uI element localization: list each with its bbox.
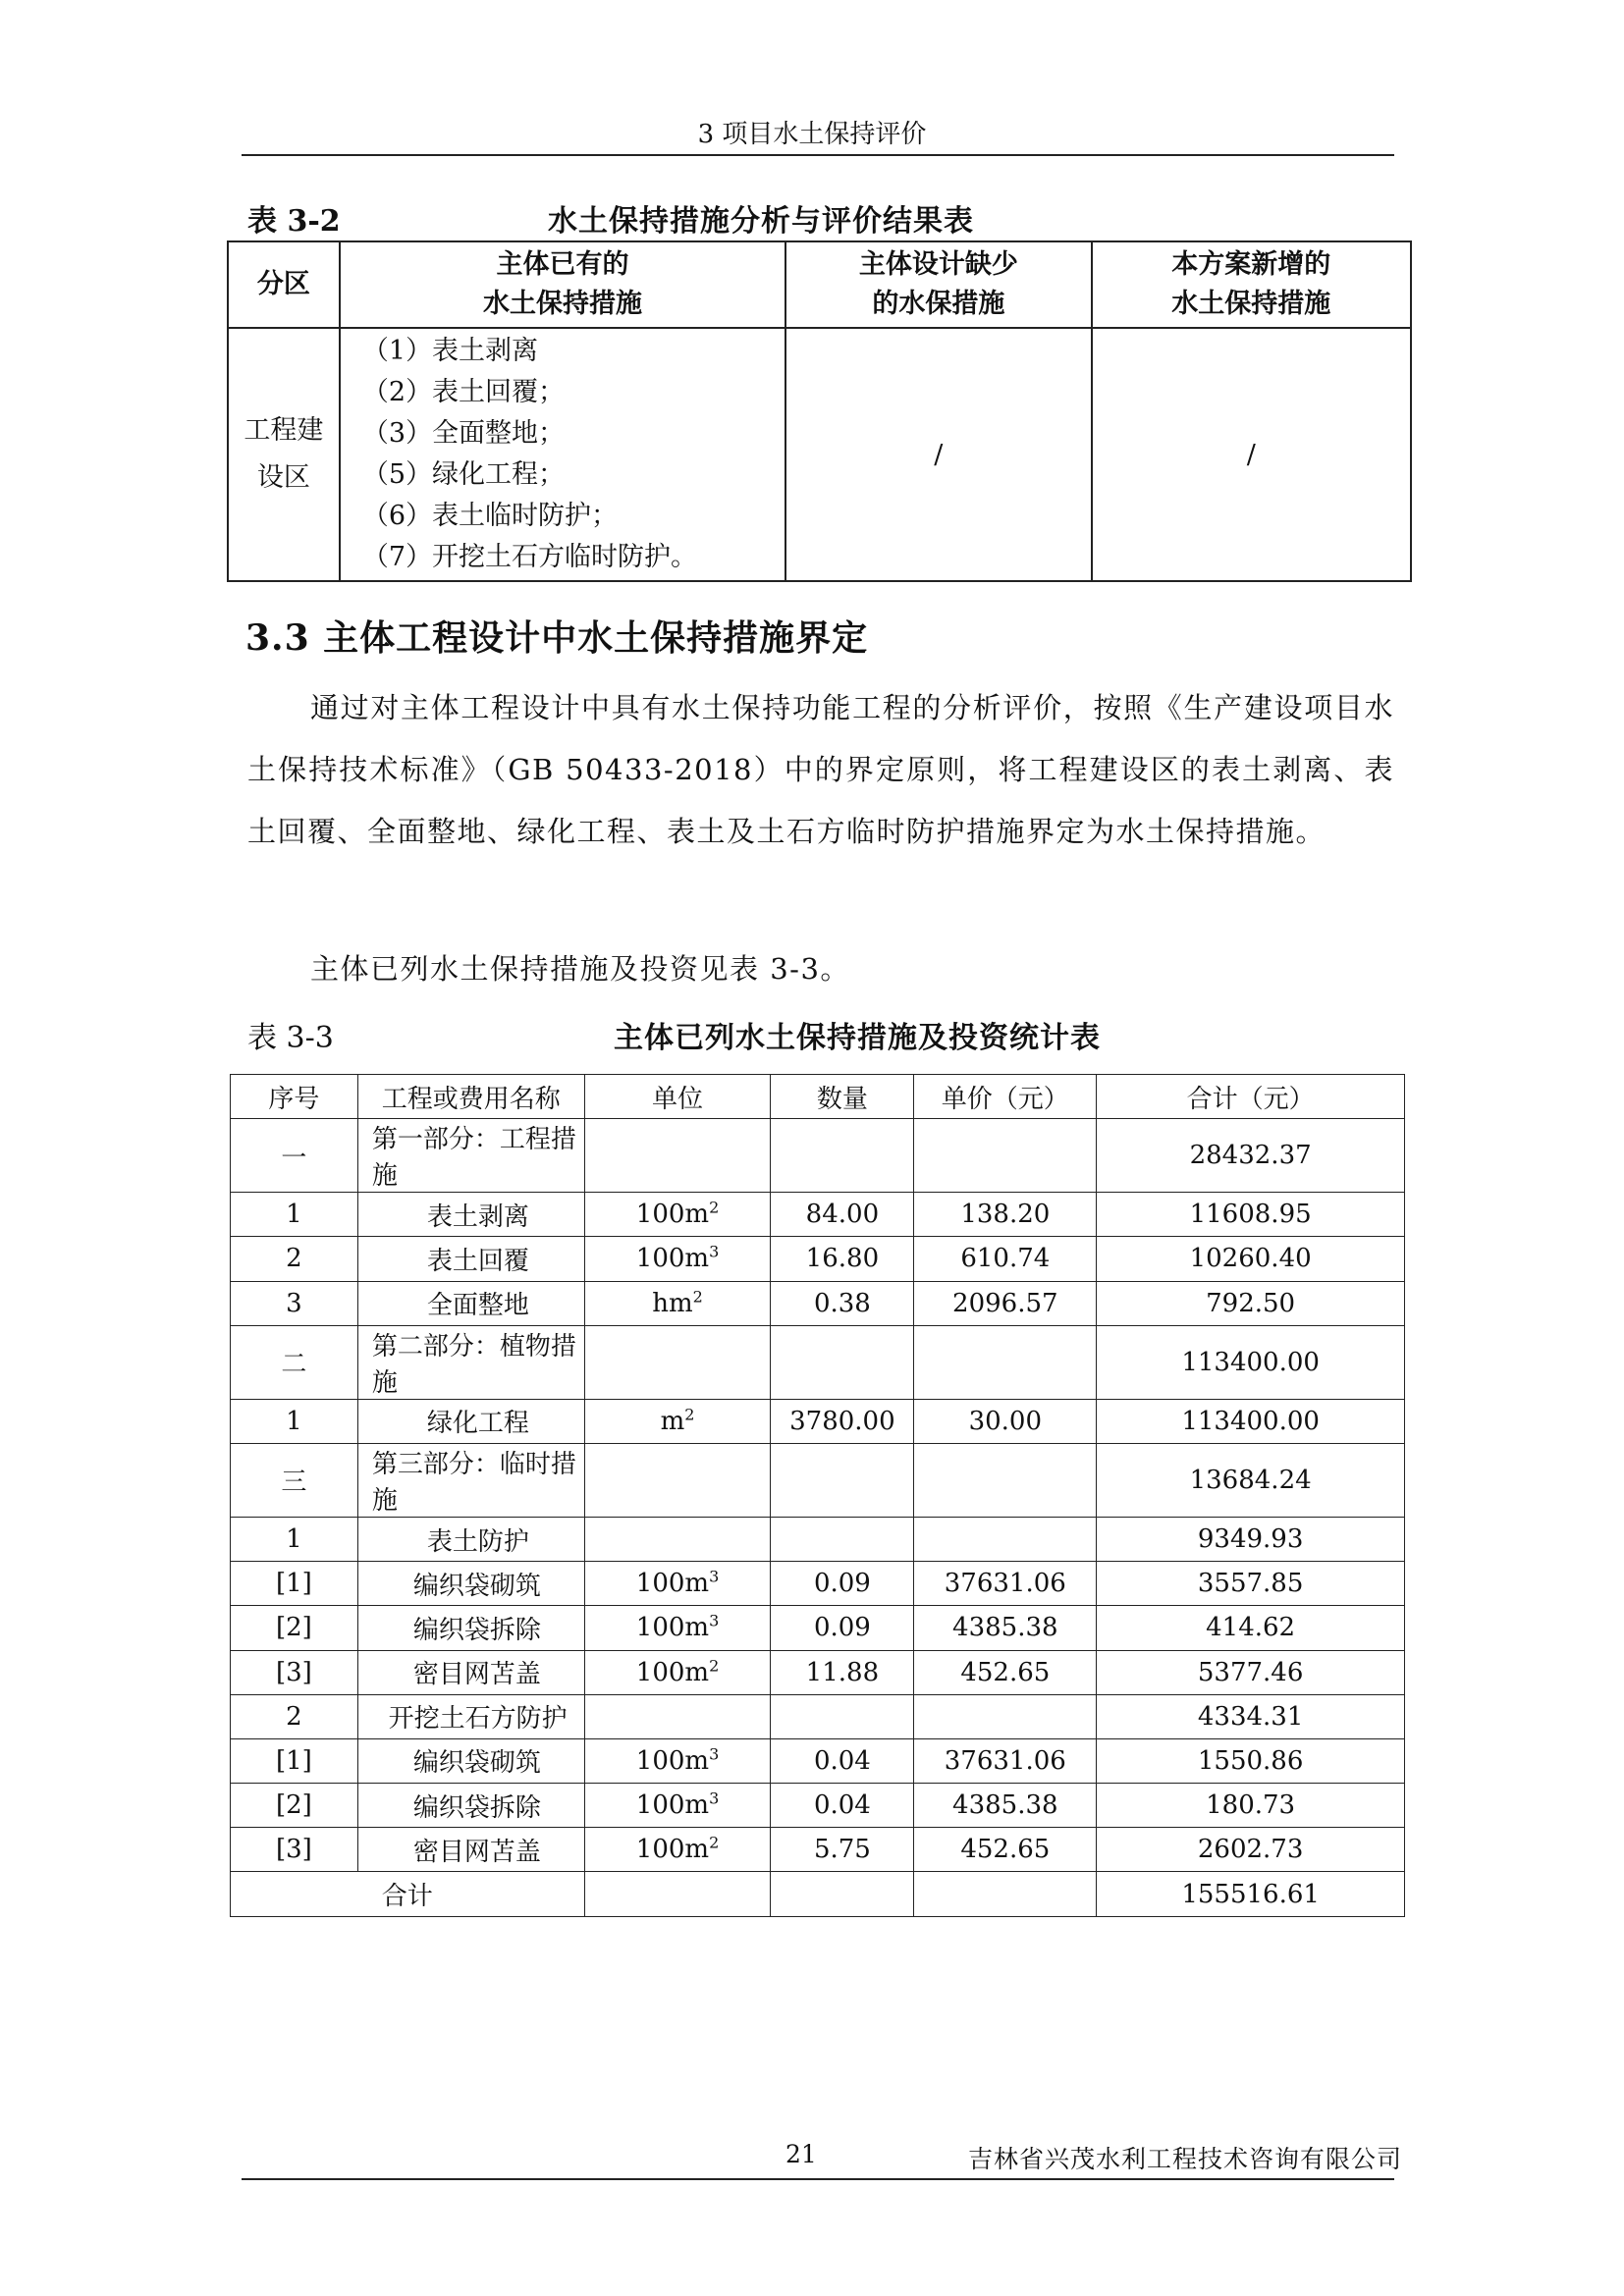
page-number: 21 <box>785 2140 817 2168</box>
item-name: 编织袋拆除 <box>357 1784 584 1828</box>
unit-base: 100m <box>635 1835 710 1865</box>
added-measures-cell: / <box>1092 328 1411 581</box>
quantity: 0.04 <box>771 1738 914 1783</box>
unit-price: 2096.57 <box>914 1281 1097 1325</box>
unit <box>584 1738 771 1783</box>
unit <box>584 1193 771 1237</box>
table-3-3-number: 表 3-3 <box>247 1021 334 1055</box>
unit <box>584 1562 771 1606</box>
section-heading: 3.3 主体工程设计中水土保持措施界定 <box>245 617 869 659</box>
unit-price: 452.65 <box>914 1650 1097 1694</box>
table-row <box>231 1399 1405 1443</box>
unit-price: 30.00 <box>914 1399 1097 1443</box>
unit-exponent: 2 <box>684 1405 695 1424</box>
unit-base: m <box>660 1406 685 1436</box>
table-3-3-title: 主体已列水土保持措施及投资统计表 <box>614 1021 1101 1055</box>
row-total: 2602.73 <box>1097 1828 1405 1872</box>
unit <box>584 1517 771 1561</box>
unit-exponent: 2 <box>709 1833 720 1852</box>
unit-base: 100m <box>635 1657 710 1687</box>
footer-organization: 吉林省兴茂水利工程技术咨询有限公司 <box>968 2145 1403 2173</box>
row-total: 3557.85 <box>1097 1562 1405 1606</box>
row-number: 三 <box>231 1443 358 1517</box>
unit <box>584 1828 771 1872</box>
unit-price <box>914 1119 1097 1193</box>
measure-item: （5）绿化工程； <box>361 459 566 490</box>
header-missing-measures: 主体设计缺少 的水保措施 <box>785 241 1091 328</box>
unit <box>584 1237 771 1281</box>
row-total: 13684.24 <box>1097 1443 1405 1517</box>
measure-item: （3）全面整地； <box>361 418 566 449</box>
unit-exponent: 3 <box>709 1744 720 1764</box>
row-number: 二 <box>231 1325 358 1399</box>
table-row <box>231 1784 1405 1828</box>
unit <box>584 1443 771 1517</box>
measure-item: （7）开挖土石方临时防护。 <box>361 542 698 572</box>
measure-item: （1）表土剥离 <box>361 336 539 366</box>
unit-base: 100m <box>635 1569 710 1599</box>
unit-exponent: 3 <box>709 1567 720 1586</box>
item-name: 编织袋砌筑 <box>357 1562 584 1606</box>
footer-rule <box>242 2178 1394 2180</box>
row-total: 113400.00 <box>1097 1325 1405 1399</box>
unit <box>584 1281 771 1325</box>
table-row <box>231 1193 1405 1237</box>
row-number: 1 <box>231 1193 358 1237</box>
item-name: 绿化工程 <box>357 1399 584 1443</box>
row-number: 1 <box>231 1517 358 1561</box>
table-row <box>231 1281 1405 1325</box>
unit-exponent: 2 <box>709 1198 720 1217</box>
row-total: 180.73 <box>1097 1784 1405 1828</box>
row-number: 2 <box>231 1237 358 1281</box>
unit-exponent: 2 <box>692 1287 703 1306</box>
row-total: 4334.31 <box>1097 1694 1405 1738</box>
table-row <box>231 1237 1405 1281</box>
running-header: 3 项目水土保持评价 <box>697 120 927 149</box>
item-name: 表土回覆 <box>357 1237 584 1281</box>
table-row <box>231 1325 1405 1399</box>
total-empty-cell <box>584 1872 771 1916</box>
item-name: 开挖土石方防护 <box>357 1694 584 1738</box>
grand-total-row <box>231 1872 1405 1916</box>
item-name: 全面整地 <box>357 1281 584 1325</box>
item-name: 表土防护 <box>357 1517 584 1561</box>
header-existing-measures: 主体已有的 水土保持措施 <box>340 241 785 328</box>
item-name: 密目网苫盖 <box>357 1650 584 1694</box>
table-row <box>231 1738 1405 1783</box>
item-name: 密目网苫盖 <box>357 1828 584 1872</box>
table-row <box>231 1443 1405 1517</box>
unit-price: 4385.38 <box>914 1606 1097 1650</box>
unit-price: 4385.38 <box>914 1784 1097 1828</box>
unit-base: 100m <box>635 1613 710 1643</box>
row-total: 9349.93 <box>1097 1517 1405 1561</box>
item-name: 第一部分：工程措施 <box>357 1119 584 1193</box>
quantity: 84.00 <box>771 1193 914 1237</box>
quantity: 5.75 <box>771 1828 914 1872</box>
unit-base: 100m <box>635 1745 710 1776</box>
row-number: [2] <box>231 1606 358 1650</box>
row-number: 2 <box>231 1694 358 1738</box>
quantity <box>771 1443 914 1517</box>
header-total: 合计（元） <box>1097 1075 1405 1119</box>
item-name: 表土剥离 <box>357 1193 584 1237</box>
existing-measures-list <box>340 328 785 581</box>
unit <box>584 1606 771 1650</box>
row-number: 3 <box>231 1281 358 1325</box>
unit <box>584 1694 771 1738</box>
row-number: 一 <box>231 1119 358 1193</box>
item-name: 编织袋砌筑 <box>357 1738 584 1783</box>
quantity: 11.88 <box>771 1650 914 1694</box>
row-number: [2] <box>231 1784 358 1828</box>
table-row <box>231 1828 1405 1872</box>
quantity: 0.09 <box>771 1562 914 1606</box>
unit-price <box>914 1517 1097 1561</box>
row-number: [3] <box>231 1650 358 1694</box>
unit-base: 100m <box>635 1200 710 1230</box>
quantity <box>771 1325 914 1399</box>
table-3-2-title: 水土保持措施分析与评价结果表 <box>548 204 974 239</box>
total-empty-cell <box>771 1872 914 1916</box>
header-added-measures: 本方案新增的 水土保持措施 <box>1092 241 1411 328</box>
header-rule <box>242 154 1394 156</box>
unit-exponent: 2 <box>709 1655 720 1675</box>
body-paragraph-reference: 主体已列水土保持措施及投资见表 3-3。 <box>310 952 850 986</box>
unit <box>584 1650 771 1694</box>
unit-exponent: 3 <box>709 1242 720 1261</box>
unit <box>584 1399 771 1443</box>
table-row <box>231 1650 1405 1694</box>
unit <box>584 1784 771 1828</box>
quantity <box>771 1694 914 1738</box>
quantity: 0.09 <box>771 1606 914 1650</box>
header-zone: 分区 <box>228 241 340 328</box>
measure-item: （6）表土临时防护； <box>361 501 619 531</box>
table-row <box>231 1119 1405 1193</box>
quantity: 3780.00 <box>771 1399 914 1443</box>
table-row <box>231 1606 1405 1650</box>
table-row <box>231 1562 1405 1606</box>
unit-price: 37631.06 <box>914 1738 1097 1783</box>
total-label: 合计 <box>231 1872 585 1916</box>
unit-price <box>914 1443 1097 1517</box>
header-name: 工程或费用名称 <box>357 1075 584 1119</box>
table-3-2-number: 表 3-2 <box>247 204 341 239</box>
table-header-row <box>231 1075 1405 1119</box>
row-total: 10260.40 <box>1097 1237 1405 1281</box>
table-row <box>231 1517 1405 1561</box>
header-no: 序号 <box>231 1075 358 1119</box>
row-number: [3] <box>231 1828 358 1872</box>
row-number: 1 <box>231 1399 358 1443</box>
zone-cell: 工程建 设区 <box>228 328 340 581</box>
header-quantity: 数量 <box>771 1075 914 1119</box>
header-unit-price: 单价（元） <box>914 1075 1097 1119</box>
unit <box>584 1325 771 1399</box>
item-name: 第二部分：植物措施 <box>357 1325 584 1399</box>
row-total: 414.62 <box>1097 1606 1405 1650</box>
quantity: 0.04 <box>771 1784 914 1828</box>
unit-price <box>914 1325 1097 1399</box>
row-total: 5377.46 <box>1097 1650 1405 1694</box>
unit-exponent: 3 <box>709 1789 720 1808</box>
quantity <box>771 1517 914 1561</box>
row-total: 113400.00 <box>1097 1399 1405 1443</box>
row-total: 28432.37 <box>1097 1119 1405 1193</box>
measures-evaluation-table <box>227 240 1412 582</box>
unit-price: 610.74 <box>914 1237 1097 1281</box>
investment-statistics-table <box>230 1074 1405 1917</box>
quantity: 0.38 <box>771 1281 914 1325</box>
header-unit: 单位 <box>584 1075 771 1119</box>
unit-base: 100m <box>635 1244 710 1274</box>
quantity <box>771 1119 914 1193</box>
quantity: 16.80 <box>771 1237 914 1281</box>
unit-base: 100m <box>635 1790 710 1821</box>
body-paragraph: 通过对主体工程设计中具有水土保持功能工程的分析评价，按照《生产建设项目水土保持技术标准》（GB 50433-2018）中的界定原则，将工程建设区的表土剥离、表土回覆、全面整地、绿化工程、表土及土石方临时防护措施界定为水土保持措施。 <box>247 691 1394 848</box>
table-row <box>228 328 1411 581</box>
row-number: [1] <box>231 1562 358 1606</box>
row-number: [1] <box>231 1738 358 1783</box>
missing-measures-cell: / <box>785 328 1091 581</box>
row-total: 792.50 <box>1097 1281 1405 1325</box>
total-empty-cell <box>914 1872 1097 1916</box>
grand-total-value: 155516.61 <box>1097 1872 1405 1916</box>
unit-price: 37631.06 <box>914 1562 1097 1606</box>
unit <box>584 1119 771 1193</box>
row-total: 11608.95 <box>1097 1193 1405 1237</box>
row-total: 1550.86 <box>1097 1738 1405 1783</box>
unit-price <box>914 1694 1097 1738</box>
table-row <box>231 1694 1405 1738</box>
item-name: 第三部分：临时措施 <box>357 1443 584 1517</box>
measure-item: （2）表土回覆； <box>361 377 566 407</box>
unit-base: hm <box>652 1288 693 1318</box>
unit-price: 452.65 <box>914 1828 1097 1872</box>
table-header-row <box>228 241 1411 328</box>
unit-price: 138.20 <box>914 1193 1097 1237</box>
item-name: 编织袋拆除 <box>357 1606 584 1650</box>
unit-exponent: 3 <box>709 1611 720 1630</box>
